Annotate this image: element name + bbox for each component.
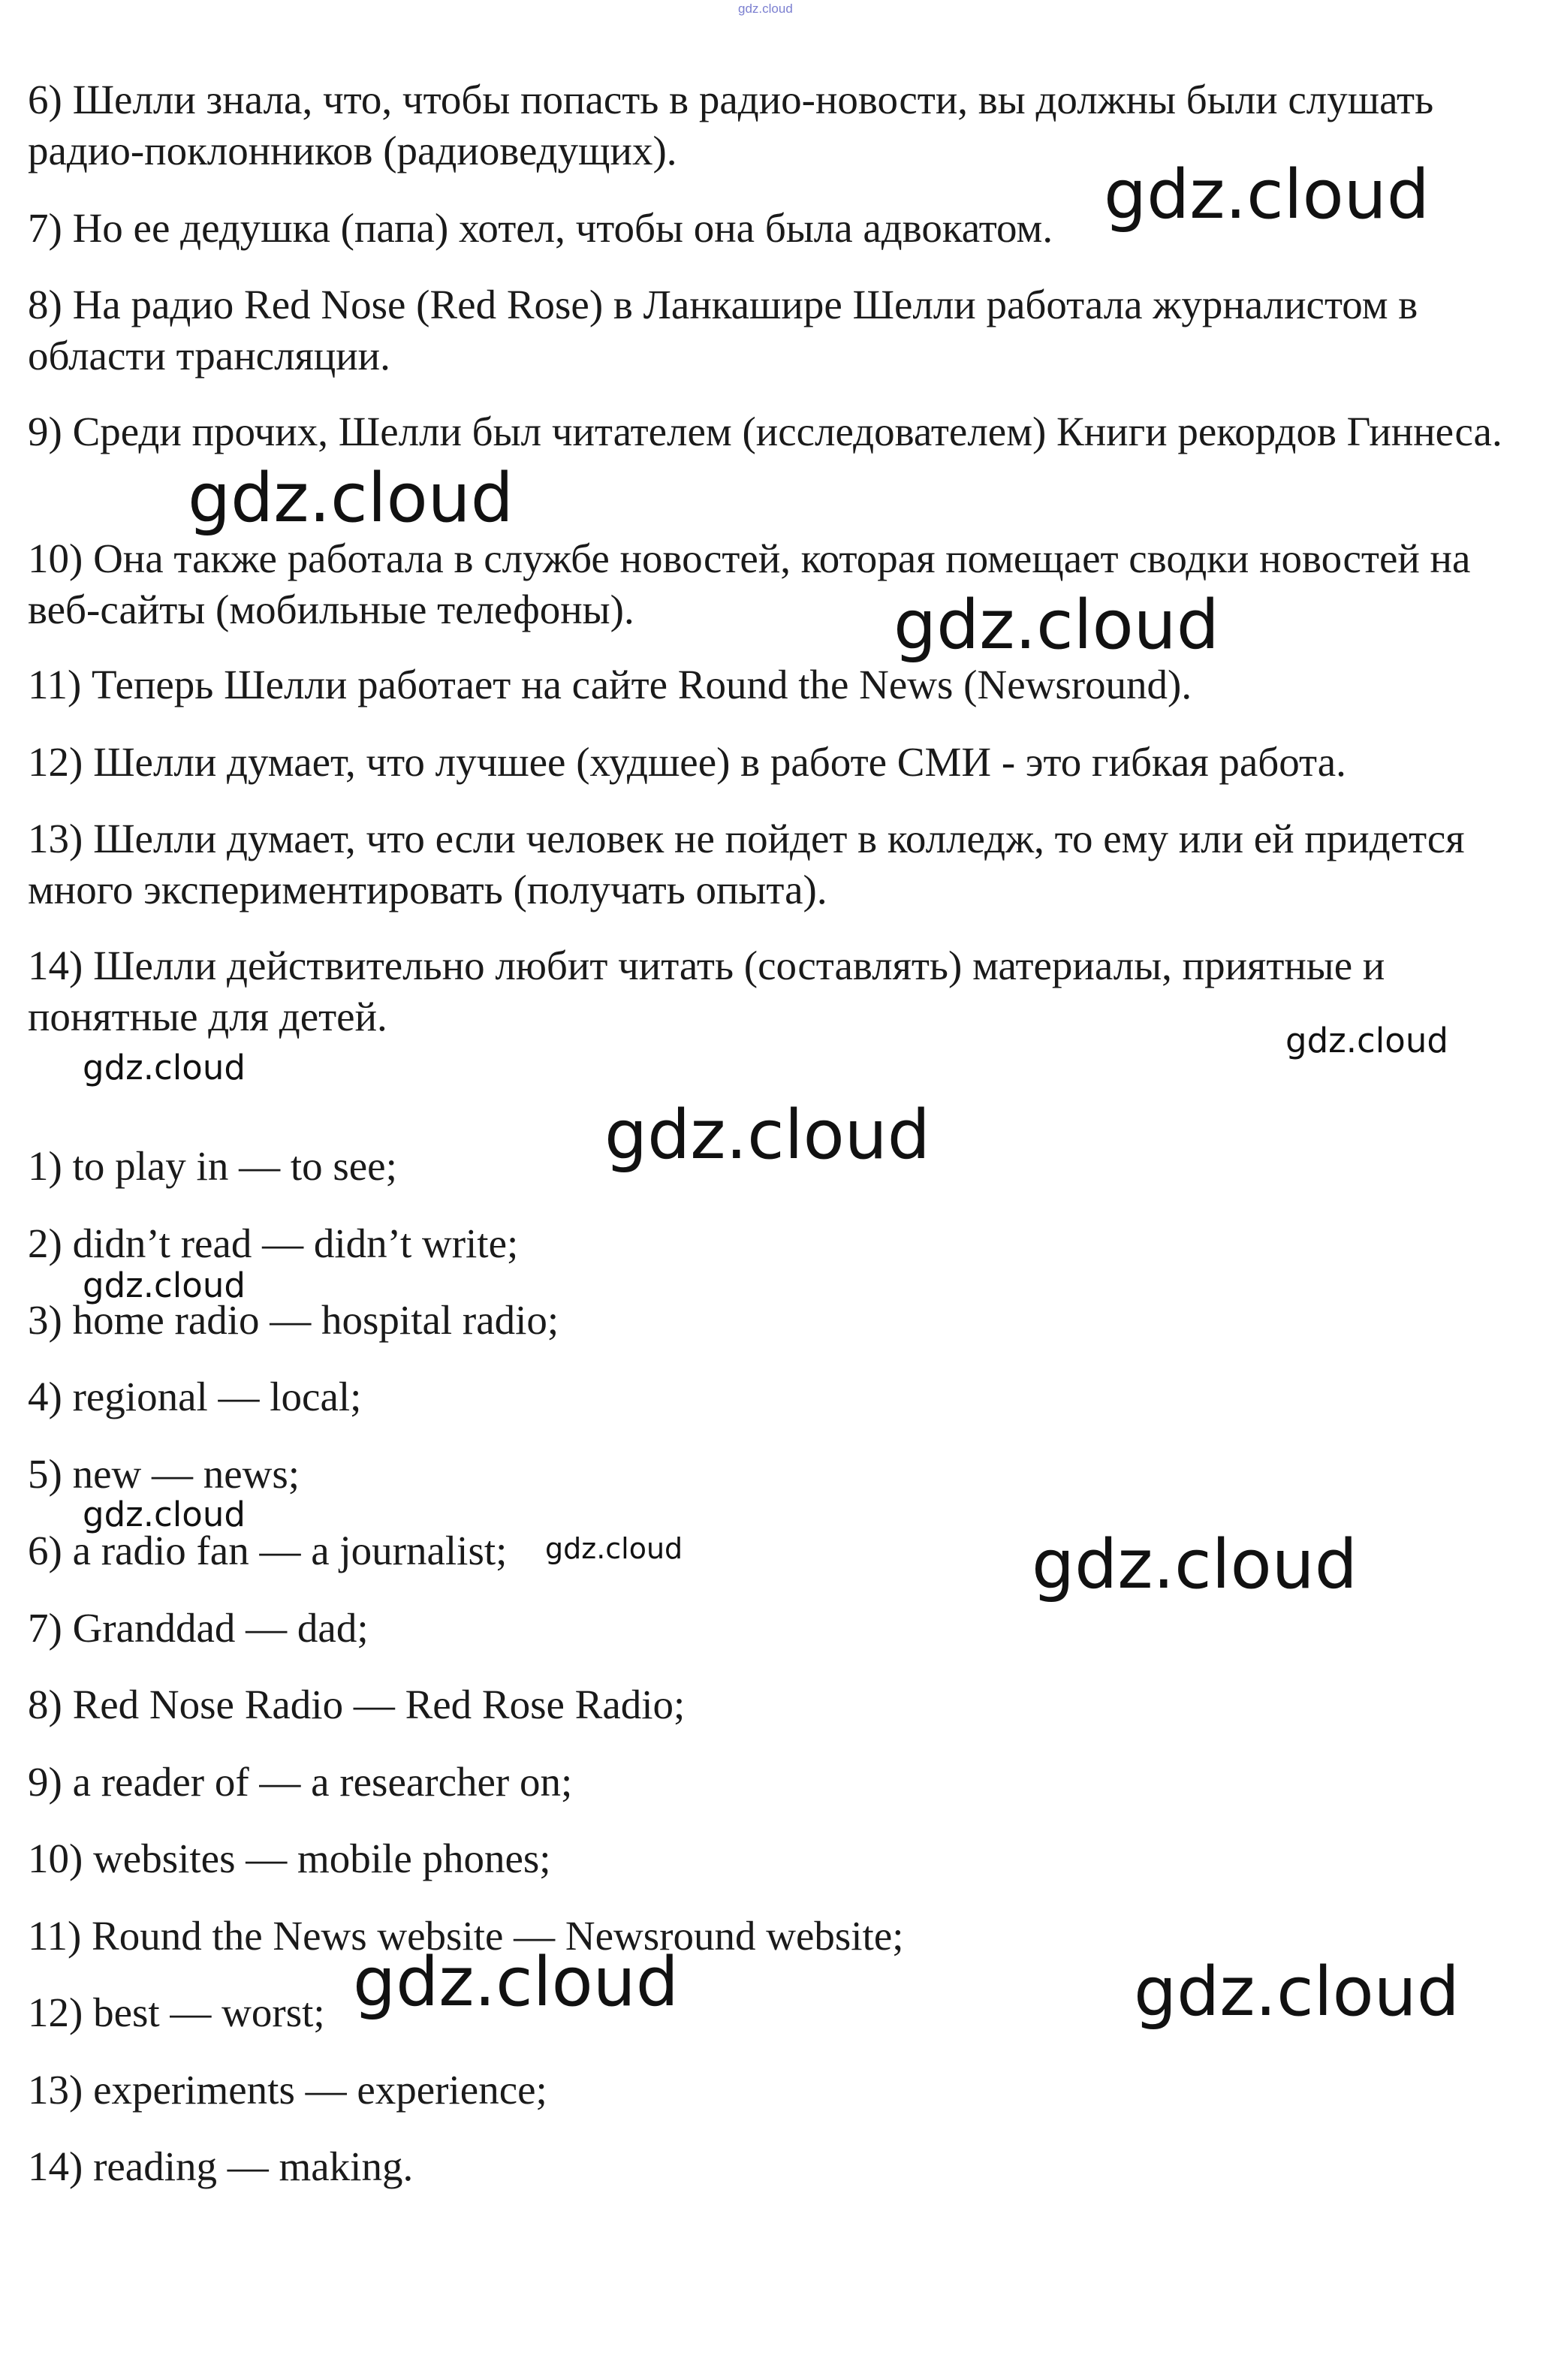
watermark: gdz.cloud xyxy=(188,459,514,538)
translation-item: 9) Среди прочих, Шелли был читателем (исследователем) Книги рекордов Гиннеса. xyxy=(28,409,1502,454)
answer-item: 13) experiments — experience; xyxy=(28,2067,547,2113)
translation-item: 13) Шелли думает, что если человек не пойдет в колледж, то ему или ей придется много экспериментировать (получать опыта). xyxy=(28,816,1465,912)
watermark: gdz.cloud xyxy=(1134,1953,1460,2032)
answer-item: 1) to play in — to see; xyxy=(28,1143,397,1189)
watermark: gdz.cloud xyxy=(83,1265,246,1305)
answer-item: 11) Round the News website — Newsround website; xyxy=(28,1913,904,1959)
translation-item: 7) Но ее дедушка (папа) хотел, чтобы она была адвокатом. xyxy=(28,205,1053,251)
answer-item: 14) reading — making. xyxy=(28,2143,414,2189)
watermark: gdz.cloud xyxy=(545,1532,683,1565)
translation-item: 14) Шелли действительно любит читать (составлять) материалы, приятные и понятные для детей. xyxy=(28,943,1385,1039)
translation-item: 6) Шелли знала, что, чтобы попасть в радио-новости, вы должны были слушать радио-поклонников (радиоведущих). xyxy=(28,77,1434,173)
answer-item: 4) regional — local; xyxy=(28,1374,362,1419)
answer-item: 5) new — news; xyxy=(28,1451,300,1497)
translation-item: 11) Теперь Шелли работает на сайте Round the News (Newsround). xyxy=(28,662,1192,707)
translation-item: 8) На радио Red Nose (Red Rose) в Ланкашире Шелли работала журналистом в области трансляции. xyxy=(28,282,1418,379)
answer-item: 9) a reader of — a researcher on; xyxy=(28,1759,573,1805)
answer-item: 6) a radio fan — a journalist; xyxy=(28,1528,508,1573)
answer-item: 12) best — worst; xyxy=(28,1989,325,2035)
watermark: gdz.cloud xyxy=(894,586,1219,665)
watermark: gdz.cloud xyxy=(1285,1021,1448,1060)
watermark: gdz.cloud xyxy=(353,1943,679,2022)
answer-item: 3) home radio — hospital radio; xyxy=(28,1297,559,1343)
watermark: gdz.cloud xyxy=(604,1096,930,1175)
site-mark[interactable]: gdz.cloud xyxy=(738,2,793,16)
watermark: gdz.cloud xyxy=(83,1495,246,1534)
watermark: gdz.cloud xyxy=(83,1048,246,1087)
answer-item: 10) websites — mobile phones; xyxy=(28,1836,551,1881)
answer-item: 8) Red Nose Radio — Red Rose Radio; xyxy=(28,1682,686,1727)
answer-item: 2) didn’t read — didn’t write; xyxy=(28,1220,519,1266)
watermark: gdz.cloud xyxy=(1104,155,1430,234)
answer-item: 7) Granddad — dad; xyxy=(28,1605,369,1651)
translation-item: 10) Она также работала в службе новостей, которая помещает сводки новостей на веб-сайты (мобильные телефоны). xyxy=(28,535,1471,632)
translation-item: 12) Шелли думает, что лучшее (худшее) в работе СМИ - это гибкая работа. xyxy=(28,739,1346,785)
watermark: gdz.cloud xyxy=(1032,1525,1358,1604)
